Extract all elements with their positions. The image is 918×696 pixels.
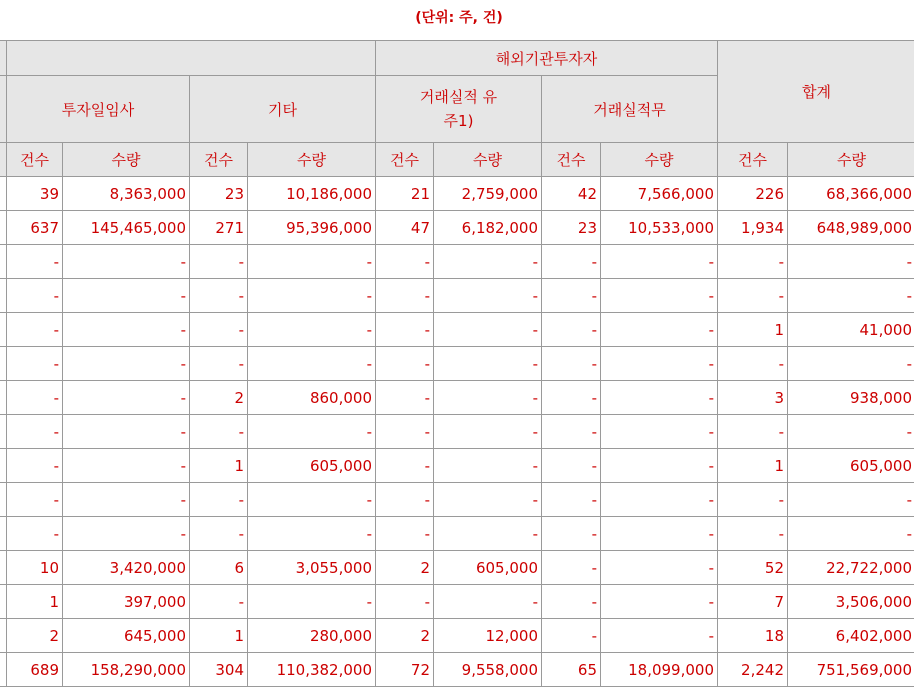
- table-cell: -: [788, 517, 916, 551]
- header-count: 건수: [542, 143, 601, 177]
- table-cell: -: [718, 415, 788, 449]
- table-cell: 689: [7, 653, 63, 687]
- table-cell: -: [190, 483, 248, 517]
- table-cell: -: [601, 279, 718, 313]
- table-cell: -: [376, 381, 434, 415]
- table-row: [0, 551, 916, 585]
- table-cell: -: [601, 381, 718, 415]
- table-cell: -: [63, 415, 190, 449]
- table-row: [0, 619, 916, 653]
- right-margin: [914, 40, 918, 696]
- header-other: 기타: [190, 76, 376, 143]
- table-cell: -: [63, 381, 190, 415]
- table-cell: -: [376, 279, 434, 313]
- table-cell: -: [542, 279, 601, 313]
- table-cell: -: [434, 245, 542, 279]
- table-cell: 280,000: [248, 619, 376, 653]
- table-cell: -: [542, 483, 601, 517]
- table-cell: -: [542, 381, 601, 415]
- table-cell: -: [248, 313, 376, 347]
- header-total: 합계: [718, 41, 916, 143]
- table-row: [0, 483, 916, 517]
- table-cell: -: [434, 449, 542, 483]
- table-row: [0, 653, 916, 687]
- table-cell: 2: [190, 381, 248, 415]
- table-cell: -: [601, 585, 718, 619]
- header-with-record: [376, 76, 542, 143]
- table-cell: -: [542, 619, 601, 653]
- table-cell: -: [601, 313, 718, 347]
- table-cell: -: [718, 245, 788, 279]
- table-cell: 3,506,000: [788, 585, 916, 619]
- table-row: [0, 449, 916, 483]
- table-row: [0, 347, 916, 381]
- table-cell: -: [601, 449, 718, 483]
- header-quantity: 수량: [248, 143, 376, 177]
- header-venture: 투자일임사: [7, 76, 190, 143]
- table-cell: -: [248, 585, 376, 619]
- table-cell: -: [248, 245, 376, 279]
- table-cell: 7,566,000: [601, 177, 718, 211]
- table-cell: -: [376, 313, 434, 347]
- table-cell: -: [7, 483, 63, 517]
- table-cell: -: [601, 551, 718, 585]
- table-cell: 397,000: [63, 585, 190, 619]
- header-without-record: 거래실적무: [542, 76, 718, 143]
- table-cell: -: [7, 279, 63, 313]
- table-cell: 1: [7, 585, 63, 619]
- table-cell: 2,242: [718, 653, 788, 687]
- table-cell: -: [542, 347, 601, 381]
- table-cell: 42: [542, 177, 601, 211]
- table-cell: -: [7, 517, 63, 551]
- table-cell: 10,533,000: [601, 211, 718, 245]
- table-cell: -: [376, 483, 434, 517]
- table-row: [0, 279, 916, 313]
- header-count: 건수: [718, 143, 788, 177]
- table-cell: 18: [718, 619, 788, 653]
- table-cell: -: [190, 517, 248, 551]
- table-cell: -: [7, 313, 63, 347]
- table-cell: -: [788, 415, 916, 449]
- table-cell: 2: [376, 619, 434, 653]
- table-cell: 860,000: [248, 381, 376, 415]
- table-cell: -: [542, 551, 601, 585]
- table-cell: 23: [190, 177, 248, 211]
- table-cell: -: [718, 347, 788, 381]
- table-row: [0, 211, 916, 245]
- table-cell: 6,402,000: [788, 619, 916, 653]
- table-cell: -: [718, 279, 788, 313]
- table-cell: 18,099,000: [601, 653, 718, 687]
- table-row: [0, 415, 916, 449]
- table-cell: -: [190, 415, 248, 449]
- table-cell: 3: [718, 381, 788, 415]
- table-cell: 52: [718, 551, 788, 585]
- table-cell: 938,000: [788, 381, 916, 415]
- table-cell: -: [190, 313, 248, 347]
- table-cell: -: [434, 483, 542, 517]
- table-cell: -: [63, 347, 190, 381]
- table-cell: -: [376, 517, 434, 551]
- table-cell: -: [788, 279, 916, 313]
- table-cell: -: [434, 517, 542, 551]
- table-cell: -: [7, 449, 63, 483]
- table-cell: 751,569,000: [788, 653, 916, 687]
- table-cell: -: [63, 449, 190, 483]
- table-cell: -: [434, 585, 542, 619]
- header-quantity: 수량: [434, 143, 542, 177]
- table-cell: -: [7, 381, 63, 415]
- table-cell: -: [542, 313, 601, 347]
- table-cell: 6: [190, 551, 248, 585]
- table-cell: 6,182,000: [434, 211, 542, 245]
- header-overseas-group: 해외기관투자자: [376, 41, 718, 76]
- table-row: [0, 313, 916, 347]
- table-cell: -: [248, 415, 376, 449]
- table-cell: 605,000: [434, 551, 542, 585]
- table-cell: -: [190, 279, 248, 313]
- table-cell: -: [63, 517, 190, 551]
- table-body: [0, 177, 916, 687]
- table-cell: 605,000: [248, 449, 376, 483]
- allocation-table: [0, 40, 916, 687]
- header-count: 건수: [376, 143, 434, 177]
- table-cell: -: [63, 245, 190, 279]
- table-cell: 1,934: [718, 211, 788, 245]
- header-quantity: 수량: [63, 143, 190, 177]
- table-cell: -: [7, 347, 63, 381]
- table-cell: -: [788, 347, 916, 381]
- table-cell: 637: [7, 211, 63, 245]
- table-cell: 95,396,000: [248, 211, 376, 245]
- table-cell: 2: [376, 551, 434, 585]
- table-cell: -: [63, 313, 190, 347]
- table-cell: 12,000: [434, 619, 542, 653]
- table-cell: -: [542, 585, 601, 619]
- table-cell: 605,000: [788, 449, 916, 483]
- table-cell: 1: [718, 313, 788, 347]
- table-cell: -: [248, 279, 376, 313]
- table-cell: -: [434, 313, 542, 347]
- table-cell: -: [190, 347, 248, 381]
- table-cell: 65: [542, 653, 601, 687]
- table-cell: 10,186,000: [248, 177, 376, 211]
- table-cell: 23: [542, 211, 601, 245]
- table-cell: 2,759,000: [434, 177, 542, 211]
- table-cell: -: [248, 483, 376, 517]
- table-cell: 39: [7, 177, 63, 211]
- table-cell: -: [190, 585, 248, 619]
- table-cell: 648,989,000: [788, 211, 916, 245]
- table-cell: 68,366,000: [788, 177, 916, 211]
- table-cell: -: [434, 347, 542, 381]
- table-cell: 22,722,000: [788, 551, 916, 585]
- unit-note: (단위: 주, 건): [415, 10, 503, 26]
- table-cell: 8,363,000: [63, 177, 190, 211]
- table-cell: 41,000: [788, 313, 916, 347]
- table-cell: -: [434, 381, 542, 415]
- table-cell: 158,290,000: [63, 653, 190, 687]
- table-cell: 1: [718, 449, 788, 483]
- table-cell: 3,055,000: [248, 551, 376, 585]
- table-cell: -: [718, 517, 788, 551]
- table-cell: -: [601, 347, 718, 381]
- table-cell: -: [788, 245, 916, 279]
- table-cell: 47: [376, 211, 434, 245]
- header-group-left: [7, 41, 376, 76]
- table-cell: -: [434, 279, 542, 313]
- table-row: [0, 517, 916, 551]
- table-cell: -: [63, 483, 190, 517]
- table-cell: 9,558,000: [434, 653, 542, 687]
- table-cell: 7: [718, 585, 788, 619]
- table-cell: -: [376, 449, 434, 483]
- table-cell: 3,420,000: [63, 551, 190, 585]
- table-cell: 226: [718, 177, 788, 211]
- table-cell: -: [7, 415, 63, 449]
- table-cell: -: [542, 449, 601, 483]
- table-row: [0, 381, 916, 415]
- table-cell: -: [718, 483, 788, 517]
- header-quantity: 수량: [788, 143, 916, 177]
- table-cell: -: [248, 517, 376, 551]
- header-with-record-line2: 주1): [443, 112, 474, 130]
- table-row: [0, 245, 916, 279]
- table-cell: 2: [7, 619, 63, 653]
- table-cell: 304: [190, 653, 248, 687]
- table-cell: 72: [376, 653, 434, 687]
- table-cell: -: [376, 415, 434, 449]
- table-cell: -: [190, 245, 248, 279]
- header-with-record-line1: 거래실적 유: [419, 88, 498, 106]
- table-cell: -: [601, 245, 718, 279]
- table-cell: -: [7, 245, 63, 279]
- header-count: 건수: [7, 143, 63, 177]
- table-cell: 1: [190, 449, 248, 483]
- table-cell: -: [434, 415, 542, 449]
- table-cell: 645,000: [63, 619, 190, 653]
- header-quantity: 수량: [601, 143, 718, 177]
- table-cell: -: [63, 279, 190, 313]
- table-cell: -: [376, 347, 434, 381]
- table-cell: -: [788, 483, 916, 517]
- table-cell: -: [248, 347, 376, 381]
- table-row: [0, 177, 916, 211]
- table-cell: 10: [7, 551, 63, 585]
- table-cell: 271: [190, 211, 248, 245]
- table-cell: 1: [190, 619, 248, 653]
- header-count: 건수: [190, 143, 248, 177]
- table-cell: -: [376, 245, 434, 279]
- table-cell: -: [376, 585, 434, 619]
- table-cell: -: [542, 245, 601, 279]
- table-cell: -: [542, 415, 601, 449]
- table-row: [0, 585, 916, 619]
- table-cell: 145,465,000: [63, 211, 190, 245]
- table-cell: -: [601, 517, 718, 551]
- table-cell: 21: [376, 177, 434, 211]
- table-cell: 110,382,000: [248, 653, 376, 687]
- table-cell: -: [542, 517, 601, 551]
- table-cell: -: [601, 483, 718, 517]
- table-cell: -: [601, 415, 718, 449]
- table-cell: -: [601, 619, 718, 653]
